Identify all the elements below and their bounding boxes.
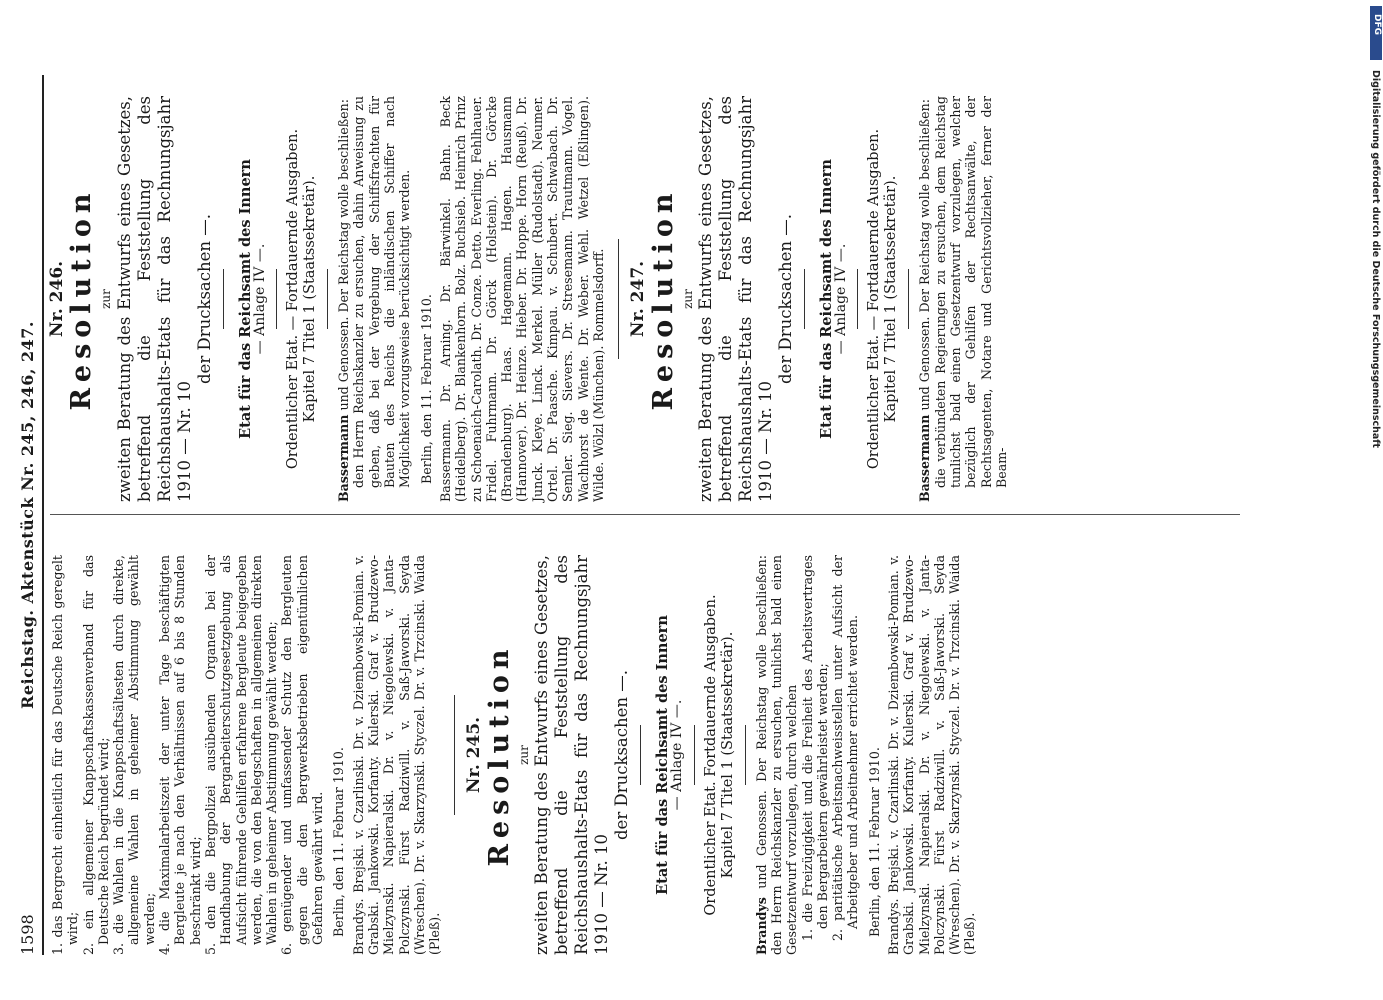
- ordinary-line: Ordentlicher Etat. — Fortdauernde Ausgaben.: [285, 128, 302, 470]
- etat-heading: Etat für das Reichsamt des Innern: [817, 159, 835, 439]
- divider: [640, 725, 641, 785]
- credit-text: Digitalisierung gefördert durch die Deutsche Forschungsgemeinschaft: [1370, 70, 1381, 448]
- right-column: [47, 96, 1240, 515]
- etat-heading: Etat für das Reichsamt des Innern: [236, 159, 254, 439]
- anlage-line: — Anlage IV —.: [833, 243, 850, 355]
- motion-intro: [336, 96, 351, 502]
- dfg-logo: DFG: [1370, 6, 1382, 60]
- etat-heading: Etat für das Reichsamt des Innern: [654, 615, 672, 895]
- digitization-credit: [1369, 6, 1383, 996]
- bill-title: zweiten Beratung des Entwurfs eines Gesetzes, betreffend die Feststellung des Reichshaushalts-Etats für das Rechnungsjahr 1910 — Nr. 10: [114, 96, 194, 502]
- mover-name: Brandys: [753, 897, 769, 955]
- motion-intro-text: und Genossen. Der Reichstag wolle beschließen:: [336, 99, 352, 411]
- divider: [745, 725, 746, 785]
- list-item: 1. das Bergrecht einheitlich für das Deutsche Reich geregelt wird;: [50, 555, 81, 955]
- divider: [223, 269, 224, 329]
- page-number: 1598: [18, 914, 37, 955]
- list-item: 6. genügender und umfassender Schutz den Bergleuten gegen die den Bergwerksbetrieben eigentümlichen Gefahren gewährt wird.: [279, 555, 326, 955]
- resolution-heading: Resolution: [647, 187, 679, 411]
- resolution-heading: Resolution: [66, 187, 98, 411]
- bill-title-end: der Drucksachen —.: [612, 670, 632, 840]
- zur-word: zur: [99, 289, 114, 309]
- divider: [327, 269, 328, 329]
- bill-title-end: der Drucksachen —.: [194, 214, 214, 384]
- zur-word: zur: [516, 745, 531, 765]
- divider: [454, 695, 455, 815]
- date-line: Berlin, den 11. Februar 1910.: [418, 294, 434, 484]
- divider: [908, 269, 909, 329]
- mover-name: Bassermann: [917, 414, 933, 502]
- list-item: 5. den die Bergpolizei ausübenden Organen bei der Handhabung der Bergarbeiterschutzgesetzgebung als Aufsicht führende Gehilfen erfahrene Bergleute beigegeben werden, die von den Belegschaften in allgemeinen direkten Wahlen in geheimer Abstimmung gewählt werden;: [202, 555, 280, 955]
- left-column: [50, 555, 978, 955]
- motion-intro: [917, 96, 932, 502]
- document-number: Nr. 246.: [47, 260, 67, 338]
- list-item: 3. die Wahlen in die Knappschaftsältesten durch direkte, allgemeine Wahlen in geheimer Abstimmung gewählt werden;: [111, 555, 157, 955]
- ordinary-line: Ordentlicher Etat. — Fortdauernde Ausgaben.: [866, 128, 883, 470]
- resolution-heading: Resolution: [483, 643, 515, 867]
- divider: [276, 269, 277, 329]
- date-line: Berlin, den 11. Februar 1910.: [331, 747, 347, 937]
- anlage-line: — Anlage IV —.: [669, 699, 686, 811]
- bill-title-end: der Drucksachen —.: [775, 214, 795, 384]
- anlage-line: — Anlage IV —.: [251, 243, 268, 355]
- running-title: Reichstag. Aktenstück Nr. 245, 246, 247.: [18, 321, 37, 709]
- bill-title: zweiten Beratung des Entwurfs eines Gesetzes, betreffend die Feststellung des Reichshaushalts-Etats für das Rechnungsjahr 1910 — Nr. 10: [532, 555, 612, 955]
- chapter-line: Kapitel 7 Titel 1 (Staatssekretär).: [719, 631, 736, 879]
- divider: [618, 239, 619, 359]
- document-number: Nr. 247.: [628, 260, 649, 338]
- divider: [694, 725, 695, 785]
- ordinary-line: Ordentlicher Etat. Fortdauernde Ausgaben.: [702, 594, 719, 916]
- list-item: 4. die Maximalarbeitszeit der unter Tage beschäftigten Bergleute je nach den Verhältnissen auf 6 bis 8 Stunden beschränkt wird;: [157, 555, 203, 955]
- list-item: 2. ein allgemeiner Knappschaftskassenverband für das Deutsche Reich begründet wird;: [80, 555, 111, 955]
- zur-word: zur: [680, 289, 695, 309]
- signatories: Brandys. Brejski. v. Czarlinski. Dr. v. Dziembowski-Pomian. v. Grabski. Jankowski. Korfanty. Kulerski. Graf v. Brudzewo-Mielzynski. Napieralski. Dr. v. Niegolewski. v. Janta-Polczynski. Fürst Radziwill. v. Saß-Jaworski. Seyda (Wreschen). Dr. v. Skarzynski. Styczel. Dr. v. Trzcinski. Waida (Pleß).: [885, 555, 978, 955]
- document-number: Nr. 245.: [464, 716, 485, 794]
- rotated-document-page: [20, 75, 1250, 955]
- running-header: [20, 75, 44, 955]
- divider: [804, 269, 805, 329]
- divider: [857, 269, 858, 329]
- chapter-line: Kapitel 7 Titel 1 (Staatssekretär).: [883, 175, 900, 423]
- signatories: Brandys. Brejski. v. Czarlinski. Dr. v. Dziembowski-Pomian. v. Grabski. Jankowski. Korfanty. Kulerski. Graf v. Brudzewo-Mielzynski. Napieralski. Dr. v. Niegolewski. v. Janta-Polczynski. Fürst Radziwill. v. Saß-Jaworski. Seyda (Wreschen). Dr. v. Skarzynski. Styczel. Dr. v. Trzcinski. Waida (Pleß).: [350, 555, 443, 955]
- motion-intro-text: und Genossen. Der Reichstag wolle beschließen: den Herrn Reichskanzler zu ersuchen, tunlichst bald einen Gesetzentwurf vorzulegen, durch welchen: [753, 555, 800, 955]
- list-item: 2. paritätische Arbeitsnachweisstellen unter Aufsicht der Arbeitgeber und Arbeitnehmer errichtet werden.: [830, 555, 861, 941]
- motion-body: den Herrn Reichskanzler zu ersuchen, dahin Anweisung zu geben, daß bei der Vergebung der Schiffsfrachten für Bauten des Reichs die inländischen Schiffer nach Möglichkeit vorzugsweise berücksichtigt werden.: [351, 96, 413, 488]
- chapter-line: Kapitel 7 Titel 1 (Staatssekretär).: [302, 175, 319, 423]
- signatories: Bassermann. Dr. Arning. Dr. Bärwinkel. Bahn. Beck (Heidelberg). Dr. Blankenhorn. Bolz. Buchsieb. Heinrich Prinz zu Schoenaich-Carolath. Dr. Conze. Detto. Everling. Fehlhauer. Fridel. Fuhrmann. Dr. Görck (Holstein). Dr. Görcke (Brandenburg). Haas. Hagemann. Hagen. Hausmann (Hannover). Dr. Heinze. Hieber. Dr. Hoppe. Horn (Reuß). Dr. Junck. Kleye. Linck. Merkel. Müller (Rudolstadt). Neumer. Ortel. Dr. Paasche. Kimpau. v. Schubert. Schwabach. Dr. Semler. Sieg. Sievers. Dr. Stresemann. Trautmann. Vogel. Wachhorst de Wente. Dr. Weber. Wehl. Wetzel (Eßlingen). Wilde. Wölzl (München). Rommelsdorff.: [437, 96, 606, 502]
- mover-name: Bassermann: [336, 414, 352, 502]
- bill-title: zweiten Beratung des Entwurfs eines Gesetzes, betreffend die Feststellung des Reichshaushalts-Etats für das Rechnungsjahr 1910 — Nr. 10: [695, 96, 775, 502]
- motion-body: die verbündeten Regierungen zu ersuchen, dem Reichstag tunlichst bald einen Gesetzentwurf vorzulegen, welcher bezüglich der Gehilfen der Rechtsanwälte, der Rechtsagenten, Notare und Gerichtsvollzieher, ferner der Beam-: [932, 96, 1009, 488]
- date-line: Berlin, den 11. Februar 1910.: [866, 747, 882, 937]
- motion-intro: [754, 555, 800, 955]
- motion-intro-text: und Genossen. Der Reichstag wolle beschließen:: [917, 99, 933, 411]
- list-item: 1. die Freizügigkeit und die Freiheit des Arbeitsvertrages den Bergarbeitern gewährleistet werden;: [799, 555, 830, 941]
